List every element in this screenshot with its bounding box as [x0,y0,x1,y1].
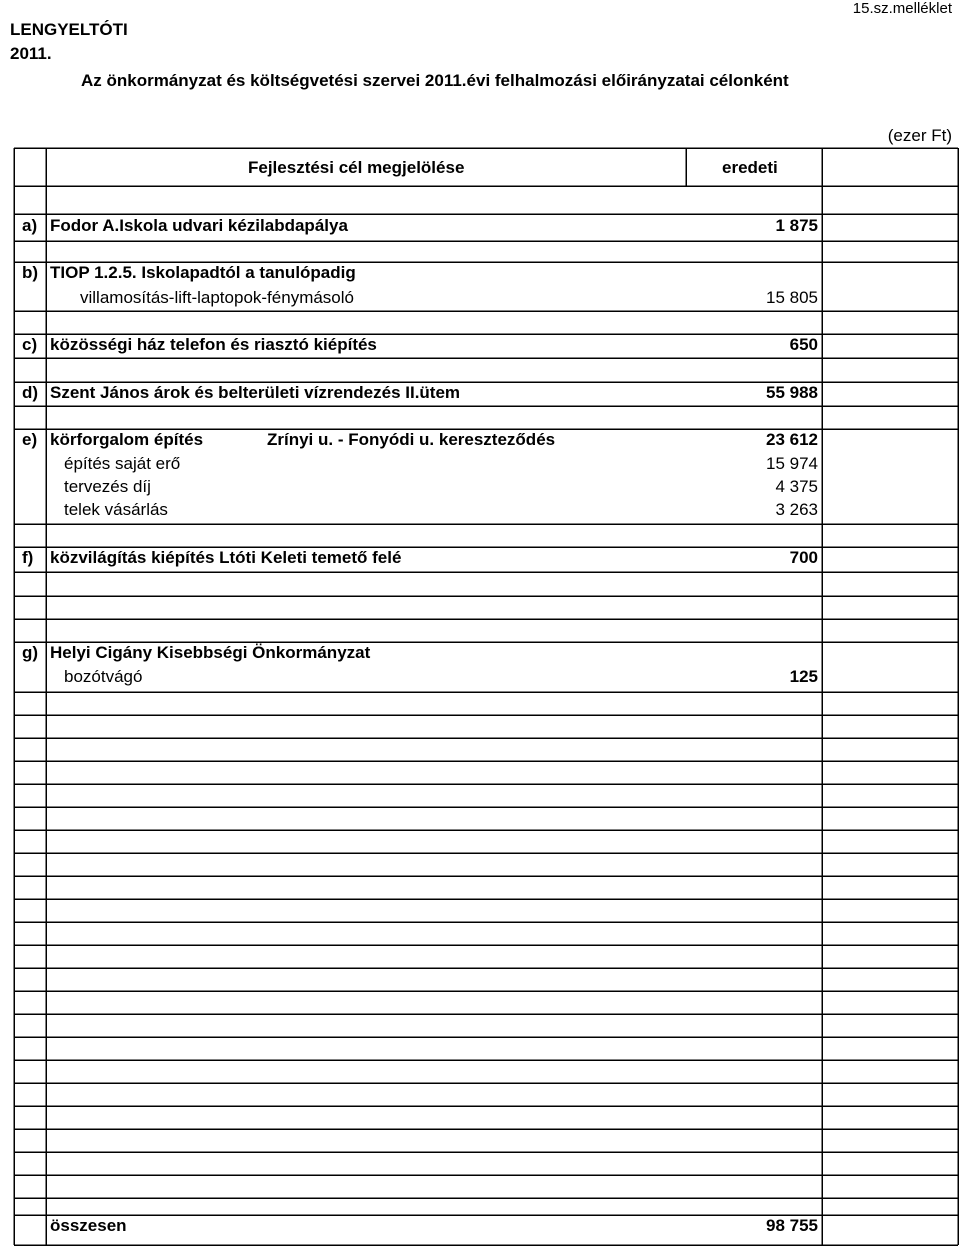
row-description: telek vásárlás [64,500,168,519]
row-value: 3 263 [775,500,818,519]
column-header-description: Fejlesztési cél megjelölése [248,158,465,177]
row-description: Helyi Cigány Kisebbségi Önkormányzat [50,643,371,662]
total-value: 98 755 [766,1216,818,1235]
row-description: Szent János árok és belterületi vízrendezés II.ütem [50,383,461,402]
row-description: építés saját erő [64,454,181,473]
row-description: közvilágítás kiépítés Ltóti Keleti temető felé [50,548,402,567]
document-year: 2011. [10,44,52,63]
row-value: 125 [789,667,818,686]
document-title: Az önkormányzat és költségvetési szervei 2011.évi felhalmozási előirányzatai célonként [81,71,789,90]
row-letter: g) [22,643,39,662]
row-value: 23 612 [766,430,818,449]
total-label: összesen [50,1216,127,1235]
column-header-original: eredeti [722,158,778,177]
row-description: körforgalom építés [50,430,204,449]
row-value: 55 988 [766,383,818,402]
row-description: tervezés díj [64,477,151,496]
row-letter: a) [22,216,38,235]
row-description: bozótvágó [64,667,143,686]
row-value: 650 [789,335,818,354]
row-letter: c) [22,335,38,354]
row-description: közösségi ház telefon és riasztó kiépítés [50,335,377,354]
row-description: villamosítás-lift-laptopok-fénymásoló [80,288,354,307]
row-letter: d) [22,383,39,402]
row-description: Fodor A.Iskola udvari kézilabdapálya [50,216,348,235]
annex-label: 15.sz.melléklet [852,0,952,17]
row-description: TIOP 1.2.5. Iskolapadtól a tanulópadig [50,263,356,282]
row-value: 15 974 [766,454,818,473]
row-value: 4 375 [775,477,818,496]
unit-label: (ezer Ft) [887,126,952,145]
row-letter: e) [22,430,38,449]
row-value: 700 [789,548,818,567]
row-letter: b) [22,263,39,282]
row-letter: f) [22,548,34,567]
row-value: 15 805 [766,288,818,307]
row-value: 1 875 [775,216,818,235]
organization-name: LENGYELTÓTI [10,20,128,39]
row-description-location: Zrínyi u. - Fonyódi u. kereszteződés [267,430,556,449]
